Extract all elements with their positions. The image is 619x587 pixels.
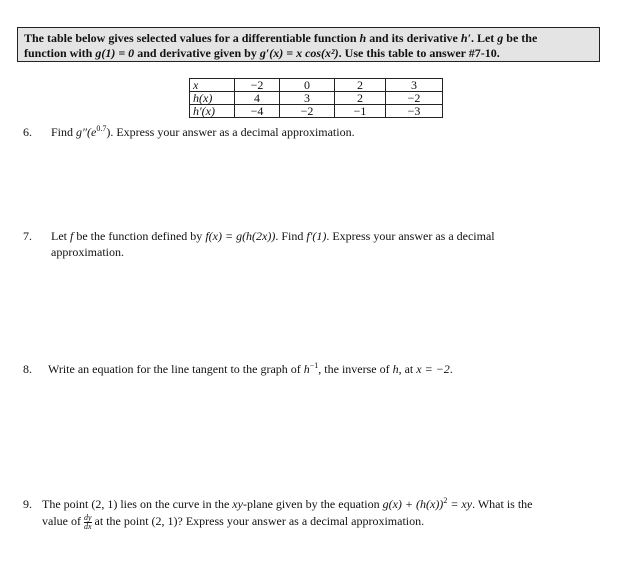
q-text: Find <box>51 125 77 139</box>
intro-math: g(1) = 0 <box>95 46 135 60</box>
question-text <box>48 361 453 377</box>
question-number: 9. <box>23 497 32 511</box>
table-cell: 2 <box>335 79 386 92</box>
q-math: x = −2 <box>416 362 450 376</box>
question-text-line-2 <box>42 513 424 531</box>
intro-text: and its derivative <box>366 31 461 45</box>
question-text <box>42 496 533 512</box>
question-6 <box>23 124 603 140</box>
question-text <box>51 228 495 244</box>
question-9 <box>23 496 603 532</box>
q-math: h <box>392 362 399 376</box>
q-text: The point (2, 1) lies on the curve in the <box>42 497 233 511</box>
intro-line-2 <box>24 46 593 61</box>
q-text: Let <box>51 229 70 243</box>
q-math: = xy <box>447 497 473 511</box>
table-cell: −2 <box>235 79 280 92</box>
intro-text: function with <box>24 46 96 60</box>
table-cell: −3 <box>386 105 443 118</box>
question-number: 6. <box>23 125 32 139</box>
table-cell: 2 <box>335 92 386 105</box>
table-cell: 3 <box>280 92 335 105</box>
question-number: 7. <box>23 229 32 243</box>
table-cell: −1 <box>335 105 386 118</box>
q-text: ). Express your answer as a decimal approximation. <box>106 125 355 139</box>
intro-math: g <box>497 31 504 45</box>
table-cell: h′(x) <box>190 105 235 118</box>
intro-math: g′(x) = x cos(x²) <box>259 46 339 60</box>
intro-text: . Let <box>470 31 498 45</box>
q-text: be the function defined by <box>73 229 206 243</box>
fraction-denominator: dx <box>83 521 92 531</box>
table-cell: −2 <box>386 92 443 105</box>
table-cell: −4 <box>235 105 280 118</box>
q-text: -plane given by the equation <box>242 497 383 511</box>
intro-math: h <box>359 31 367 45</box>
question-number: 8. <box>23 362 32 376</box>
q-exponent: 2 <box>443 496 448 505</box>
table-cell: 4 <box>235 92 280 105</box>
q-math: f(x) = g(h(2x)) <box>205 229 276 243</box>
q-text: value of <box>42 514 84 528</box>
q-text: . What is the <box>472 497 533 511</box>
fraction-numerator: dy <box>83 512 92 522</box>
table-cell: x <box>190 79 235 92</box>
q-text: at the point (2, 1)? Express your answer as a decimal approximation. <box>91 514 425 528</box>
q-text: . Express your answer as a decimal <box>326 229 495 243</box>
q-text: . <box>449 362 453 376</box>
intro-text: The table below gives selected values for a differentiable function <box>24 31 360 45</box>
question-7 <box>23 228 603 262</box>
values-table <box>189 78 443 118</box>
intro-line-1 <box>24 31 593 46</box>
table-cell: h(x) <box>190 92 235 105</box>
q-text: , at <box>398 362 417 376</box>
question-text-line-2: approximation. <box>51 245 124 259</box>
intro-text: . Use this table to answer #7-10. <box>338 46 500 60</box>
q-math: g(x) + (h(x)) <box>382 497 444 511</box>
dy-dx-fraction <box>84 514 92 531</box>
q-exponent: 0.7 <box>96 124 107 133</box>
table-cell: 0 <box>280 79 335 92</box>
table-cell: −2 <box>280 105 335 118</box>
q-math: g″(e <box>76 125 97 139</box>
q-math: f′(1) <box>306 229 327 243</box>
q-text: . Find <box>275 229 307 243</box>
q-math: h <box>303 362 310 376</box>
q-text: Write an equation for the line tangent to the graph of <box>48 362 304 376</box>
intro-text: and derivative given by <box>134 46 260 60</box>
table-row <box>190 105 443 118</box>
table-row <box>190 92 443 105</box>
q-text: , the inverse of <box>318 362 393 376</box>
q-exponent: −1 <box>309 361 319 370</box>
intro-text: be the <box>503 31 538 45</box>
table-row <box>190 79 443 92</box>
question-text <box>51 124 355 140</box>
q-math: xy <box>232 497 243 511</box>
intro-instructions-box <box>17 27 600 62</box>
intro-math: h′ <box>460 31 471 45</box>
q-math: f <box>70 229 74 243</box>
table-cell: 3 <box>386 79 443 92</box>
question-8 <box>23 361 603 377</box>
